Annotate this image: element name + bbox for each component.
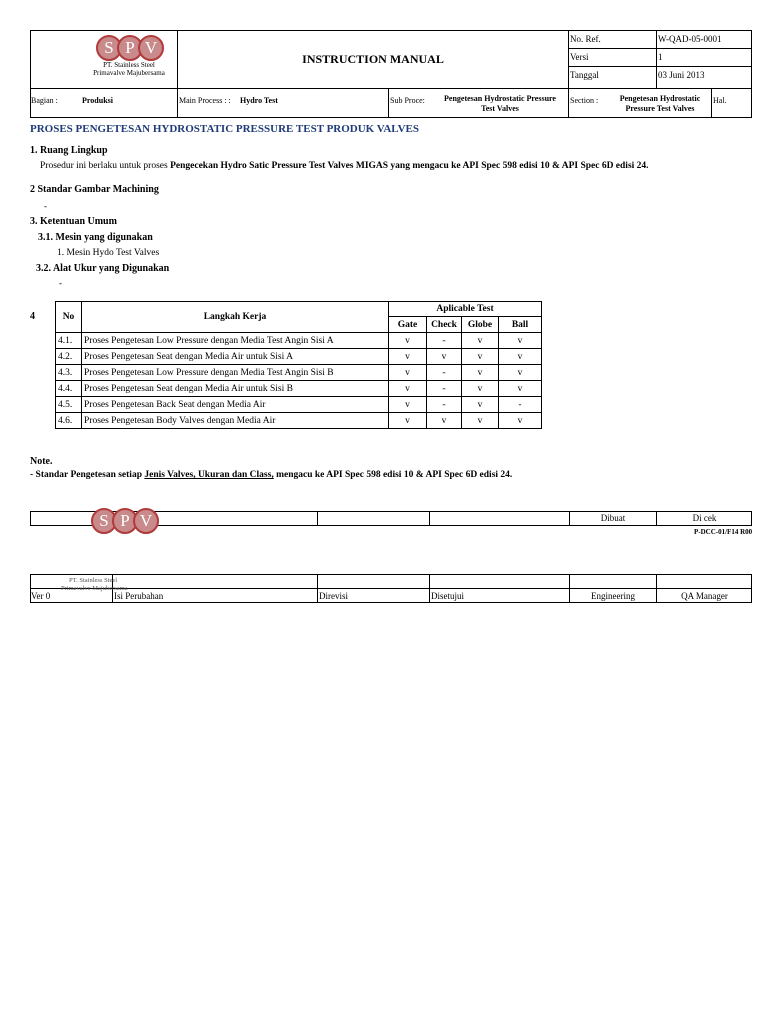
row-check: - — [427, 365, 462, 381]
col-header-aplicable: Aplicable Test — [389, 302, 542, 317]
dicek-label: Di cek — [692, 513, 717, 523]
revision-row-top — [30, 574, 752, 589]
dibuat-label: Dibuat — [600, 513, 626, 523]
logo-letter: V — [133, 508, 159, 534]
bagian-value: Produksi — [82, 96, 113, 105]
col-header-check: Check — [427, 317, 462, 333]
section-3-title: 3. Ketentuan Umum — [30, 216, 117, 227]
row-globe: v — [462, 365, 499, 381]
divider — [177, 88, 178, 118]
row-ball: v — [499, 333, 542, 349]
col-header-ball: Ball — [499, 317, 542, 333]
row-globe: v — [462, 349, 499, 365]
row-no: 4.5. — [56, 397, 82, 413]
divider — [568, 48, 752, 49]
col-header-langkah: Langkah Kerja — [82, 302, 389, 333]
section-3-2-title: 3.2. Alat Ukur yang Digunakan — [36, 263, 170, 274]
row-globe: v — [462, 381, 499, 397]
sub-proc-value-2: Test Valves — [481, 104, 519, 113]
direvisi-label: Direvisi — [319, 591, 348, 601]
engineering-label: Engineering — [591, 591, 635, 601]
qa-manager-label: QA Manager — [681, 591, 728, 601]
row-check: - — [427, 333, 462, 349]
disetujui-label: Disetujui — [431, 591, 464, 601]
logo-letter: P — [117, 35, 143, 61]
logo-letter: S — [96, 35, 122, 61]
col-header-no: No — [56, 302, 82, 333]
divider — [429, 511, 430, 526]
company-name-line2: Primavalve Majubersama — [93, 69, 165, 77]
row-check: - — [427, 397, 462, 413]
sub-proc-label: Sub Proce: — [390, 96, 425, 105]
divider — [568, 66, 752, 67]
row-ball: - — [499, 397, 542, 413]
col-header-gate: Gate — [389, 317, 427, 333]
section-3-1-title: 3.1. Mesin yang digunakan — [38, 232, 153, 243]
table-row — [56, 333, 542, 349]
row-no: 4.2. — [56, 349, 82, 365]
divider — [317, 574, 318, 603]
row-gate: v — [389, 381, 427, 397]
row-globe: v — [462, 413, 499, 429]
section-4-number: 4 — [30, 311, 35, 322]
section-3-2-dash: - — [59, 278, 62, 288]
main-title: PROSES PENGETESAN HYDROSTATIC PRESSURE TEST PRODUK VALVES — [30, 123, 419, 135]
row-desc: Proses Pengetesan Low Pressure dengan Media Test Angin Sisi B — [82, 365, 389, 381]
section-3-1-item: 1. Mesin Hydo Test Valves — [57, 248, 160, 258]
table-row — [56, 397, 542, 413]
company-name-line1: PT. Stainless Steel — [103, 61, 155, 69]
divider — [30, 88, 752, 89]
row-globe: v — [462, 397, 499, 413]
col-header-globe: Globe — [462, 317, 499, 333]
divider — [568, 30, 569, 118]
note-title: Note. — [30, 456, 53, 467]
section-1-text-b: Pengecekan Hydro Satic Pressure Test Valves MIGAS yang mengacu ke API Spec 598 edisi 10 & API Spec 6D edisi 24. — [170, 161, 649, 171]
ref-label: No. Ref. — [570, 34, 601, 44]
row-desc: Proses Pengetesan Low Pressure dengan Media Test Angin Sisi A — [82, 333, 389, 349]
row-check: v — [427, 349, 462, 365]
note-text-b: Jenis Valves, Ukuran dan Class, — [144, 470, 274, 480]
steps-table — [55, 301, 542, 429]
form-code: P-DCC-01/F14 R00 — [694, 528, 753, 536]
section-2-title: 2 Standar Gambar Machining — [30, 184, 159, 195]
row-gate: v — [389, 413, 427, 429]
logo-letter: P — [112, 508, 138, 534]
divider — [388, 88, 389, 118]
ver-label: Ver 0 — [31, 591, 51, 601]
footer-company-line1: PT. Stainless Steel — [69, 577, 118, 584]
main-process-value: Hydro Test — [240, 96, 278, 105]
section-1-text-a: Prosedur ini berlaku untuk proses — [40, 161, 168, 171]
footer-company-line2: Primavalve Majubersama — [61, 585, 128, 592]
row-gate: v — [389, 397, 427, 413]
row-desc: Proses Pengetesan Seat dengan Media Air untuk Sisi A — [82, 349, 389, 365]
note-text-c: mengacu ke API Spec 598 edisi 10 & API Spec 6D edisi 24. — [276, 470, 513, 480]
row-gate: v — [389, 349, 427, 365]
divider — [429, 574, 430, 603]
row-gate: v — [389, 365, 427, 381]
row-check: - — [427, 381, 462, 397]
logo-letter: S — [91, 508, 117, 534]
row-no: 4.6. — [56, 413, 82, 429]
section-1-text — [40, 161, 649, 171]
row-no: 4.3. — [56, 365, 82, 381]
document-title: INSTRUCTION MANUAL — [302, 52, 444, 66]
section-2-dash: - — [44, 201, 47, 211]
row-ball: v — [499, 381, 542, 397]
row-desc: Proses Pengetesan Seat dengan Media Air untuk Sisi B — [82, 381, 389, 397]
table-row — [56, 413, 542, 429]
versi-value: 1 — [658, 52, 663, 62]
tanggal-value: 03 Juni 2013 — [658, 70, 705, 80]
divider — [317, 511, 318, 526]
section-value-1: Pengetesan Hydrostatic — [619, 94, 701, 103]
table-row — [56, 365, 542, 381]
sub-proc-value-1: Pengetesan Hydrostatic Pressure — [444, 94, 556, 103]
row-ball: v — [499, 413, 542, 429]
versi-label: Versi — [570, 52, 589, 62]
ref-value: W-QAD-05-0001 — [658, 34, 722, 44]
table-row — [56, 381, 542, 397]
divider — [711, 88, 712, 118]
divider — [656, 30, 657, 88]
main-process-label: Main Process : : — [179, 96, 231, 105]
row-no: 4.1. — [56, 333, 82, 349]
row-ball: v — [499, 365, 542, 381]
row-globe: v — [462, 333, 499, 349]
section-label: Section : — [570, 96, 599, 105]
bagian-label: Bagian : — [31, 96, 58, 105]
section-1-title: 1. Ruang Lingkup — [30, 145, 108, 156]
hal-label: Hal. — [713, 96, 727, 105]
row-check: v — [427, 413, 462, 429]
section-value-2: Pressure Test Valves — [625, 104, 695, 113]
isi-perubahan-label: Isi Perubahan — [114, 591, 164, 601]
row-gate: v — [389, 333, 427, 349]
table-row — [56, 349, 542, 365]
row-no: 4.4. — [56, 381, 82, 397]
row-ball: v — [499, 349, 542, 365]
note-text — [30, 470, 512, 480]
row-desc: Proses Pengetesan Back Seat dengan Media Air — [82, 397, 389, 413]
logo-letter: V — [138, 35, 164, 61]
tanggal-label: Tanggal — [570, 70, 599, 80]
row-desc: Proses Pengetesan Body Valves dengan Media Air — [82, 413, 389, 429]
note-text-a: - Standar Pengetesan setiap — [30, 470, 142, 480]
